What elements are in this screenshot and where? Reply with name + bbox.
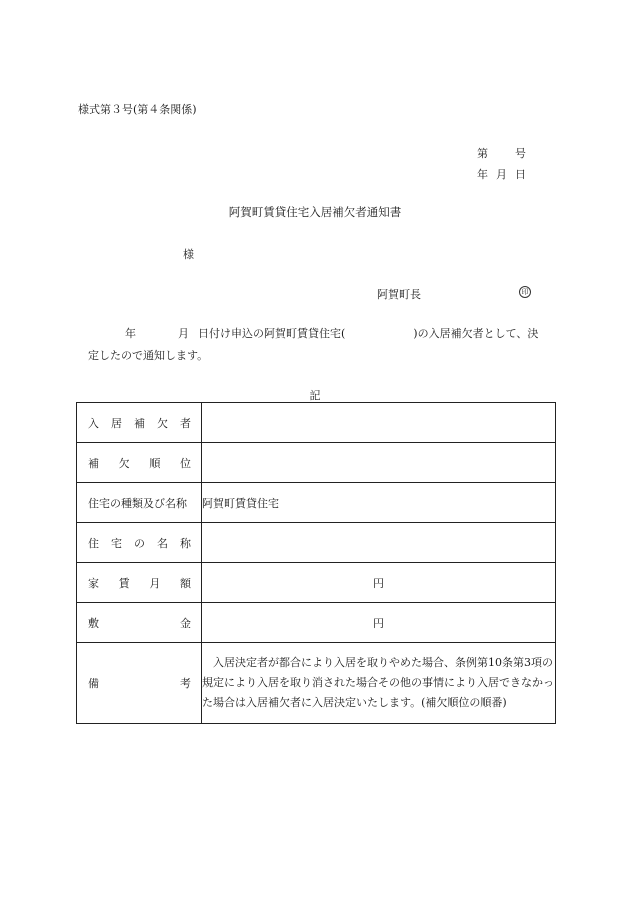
label-char: 順 (149, 456, 161, 470)
table-row (77, 483, 556, 523)
table-row (77, 523, 556, 563)
label-char: 入 (88, 416, 99, 430)
biko-text: 入居決定者が都合により入居を取りやめた場合、条例第10条第3項の規定により入居を取り消された場合その他の事情により入居できなかった場合は入居補欠者に入居決定いたします。(補欠順位の順番) (202, 656, 554, 709)
label-char: 補 (88, 456, 99, 470)
reference-number-line (477, 143, 526, 164)
label-char: 位 (179, 456, 191, 470)
row-value-nyukyo-hoketsusha (202, 403, 556, 443)
label-char: 敷 (88, 616, 99, 630)
body-text-before: 日付け申込の阿賀町賃貸住宅( (198, 327, 346, 340)
table-row (77, 563, 556, 603)
label-char: 賃 (118, 576, 130, 590)
body-text-after: )の入居補欠者として、決 (413, 327, 539, 340)
document-title: 阿賀町賃貸住宅入居補欠者通知書 (228, 205, 402, 219)
label-char: 欠 (118, 456, 130, 470)
row-label-jutaku-shurui (77, 483, 202, 523)
addressee-suffix: 様 (183, 248, 194, 261)
label-char: 額 (179, 576, 191, 590)
date-month: 月 (496, 168, 507, 181)
label-char: 名 (157, 536, 168, 550)
label-char: 月 (149, 576, 161, 590)
ki-heading: 記 (309, 389, 321, 402)
label-char: 居 (111, 416, 122, 430)
date-line (477, 164, 526, 185)
row-label-hoketsu-juni (77, 443, 202, 483)
label-char: 家 (88, 576, 99, 590)
row-label-shikikin (77, 603, 202, 643)
label-char: 住 (88, 536, 99, 550)
table-row (77, 403, 556, 443)
row-value-biko (202, 643, 556, 724)
reference-dai: 第 (477, 147, 488, 160)
row-value-jutaku-shurui: 阿賀町賃貸住宅 (202, 483, 556, 523)
body-month: 月 (178, 327, 189, 340)
label-char: 称 (180, 536, 191, 550)
table-row (77, 643, 556, 724)
date-year: 年 (477, 168, 488, 181)
label-char: 備 (88, 677, 99, 690)
row-label-yachin (77, 563, 202, 603)
label-char: 者 (180, 416, 191, 430)
label-char: 考 (180, 677, 191, 690)
label-char: 金 (180, 616, 191, 630)
body-line-1 (125, 325, 538, 341)
table-row (77, 603, 556, 643)
table-row (77, 443, 556, 483)
reference-go: 号 (515, 147, 526, 160)
issuer-name: 阿賀町長 (377, 288, 421, 301)
row-label-nyukyo-hoketsusha (77, 403, 202, 443)
label-char: 欠 (157, 416, 168, 430)
row-value-hoketsu-juni (202, 443, 556, 483)
form-number: 様式第３号(第４条関係) (78, 103, 197, 116)
row-label-biko (77, 643, 202, 724)
seal-icon: 印 (519, 286, 531, 298)
label-char: 住宅の種類及び名称 (88, 496, 187, 510)
label-char: 宅 (111, 536, 122, 550)
date-day: 日 (515, 168, 526, 181)
detail-table (76, 402, 556, 724)
row-label-jutaku-meisho (77, 523, 202, 563)
body-year: 年 (125, 327, 136, 340)
label-char: の (134, 536, 145, 550)
number-date-block (477, 143, 526, 185)
row-value-yachin: 円 (202, 563, 556, 603)
row-value-jutaku-meisho (202, 523, 556, 563)
row-value-shikikin: 円 (202, 603, 556, 643)
label-char: 補 (134, 416, 145, 430)
body-line-2: 定したので通知します。 (88, 349, 209, 362)
